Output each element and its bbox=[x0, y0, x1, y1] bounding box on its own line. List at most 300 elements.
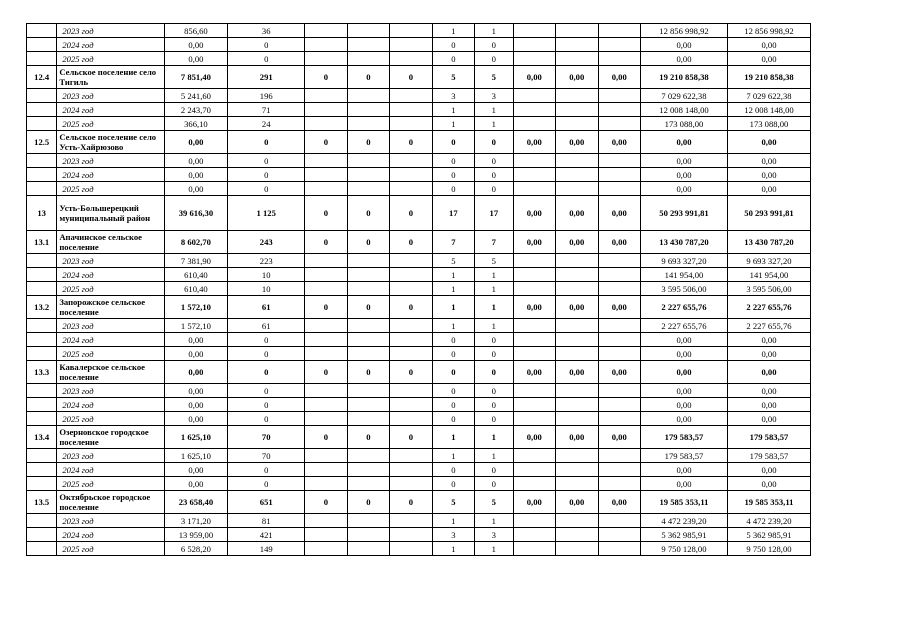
total-value: 9 750 128,00 bbox=[640, 542, 727, 556]
row-code bbox=[27, 89, 57, 103]
total-value-2: 0,00 bbox=[727, 38, 810, 52]
row-code bbox=[27, 514, 57, 528]
count-value: 1 125 bbox=[228, 196, 305, 231]
col-6: 0 bbox=[432, 182, 474, 196]
total-value: 0,00 bbox=[640, 398, 727, 412]
total-value-2: 13 430 787,20 bbox=[727, 231, 810, 254]
col-7: 0 bbox=[475, 154, 513, 168]
col-6: 1 bbox=[432, 542, 474, 556]
col-8 bbox=[513, 52, 555, 66]
area-value: 0,00 bbox=[164, 182, 228, 196]
col-4 bbox=[347, 319, 389, 333]
total-value: 13 430 787,20 bbox=[640, 231, 727, 254]
total-value-2: 2 227 655,76 bbox=[727, 319, 810, 333]
col-7: 0 bbox=[475, 463, 513, 477]
col-9: 0,00 bbox=[556, 491, 598, 514]
col-5 bbox=[390, 89, 432, 103]
col-10 bbox=[598, 514, 640, 528]
col-10 bbox=[598, 154, 640, 168]
total-value-2: 9 750 128,00 bbox=[727, 542, 810, 556]
row-name: Усть-Большерецкий муниципальный район bbox=[57, 196, 164, 231]
row-name: 2023 год bbox=[57, 254, 164, 268]
count-value: 0 bbox=[228, 477, 305, 491]
row-name: 2023 год bbox=[57, 319, 164, 333]
col-3: 0 bbox=[305, 196, 347, 231]
area-value: 0,00 bbox=[164, 398, 228, 412]
col-8 bbox=[513, 398, 555, 412]
area-value: 610,40 bbox=[164, 282, 228, 296]
col-8 bbox=[513, 477, 555, 491]
col-3 bbox=[305, 254, 347, 268]
col-10 bbox=[598, 168, 640, 182]
col-4: 0 bbox=[347, 491, 389, 514]
count-value: 10 bbox=[228, 268, 305, 282]
data-table bbox=[26, 23, 811, 556]
count-value: 10 bbox=[228, 282, 305, 296]
total-value-2: 4 472 239,20 bbox=[727, 514, 810, 528]
col-5: 0 bbox=[390, 491, 432, 514]
col-8 bbox=[513, 412, 555, 426]
col-9 bbox=[556, 52, 598, 66]
col-9 bbox=[556, 282, 598, 296]
count-value: 0 bbox=[228, 131, 305, 154]
col-8 bbox=[513, 103, 555, 117]
col-3 bbox=[305, 168, 347, 182]
col-4: 0 bbox=[347, 361, 389, 384]
col-6: 0 bbox=[432, 154, 474, 168]
count-value: 0 bbox=[228, 38, 305, 52]
row-name: 2025 год bbox=[57, 542, 164, 556]
area-value: 0,00 bbox=[164, 154, 228, 168]
area-value: 0,00 bbox=[164, 347, 228, 361]
col-3 bbox=[305, 514, 347, 528]
col-3 bbox=[305, 182, 347, 196]
col-4 bbox=[347, 268, 389, 282]
total-value: 2 227 655,76 bbox=[640, 296, 727, 319]
row-name: 2023 год bbox=[57, 89, 164, 103]
area-value: 1 625,10 bbox=[164, 449, 228, 463]
col-5: 0 bbox=[390, 196, 432, 231]
total-value-2: 9 693 327,20 bbox=[727, 254, 810, 268]
col-7: 7 bbox=[475, 231, 513, 254]
count-value: 0 bbox=[228, 412, 305, 426]
col-6: 1 bbox=[432, 282, 474, 296]
col-5 bbox=[390, 412, 432, 426]
row-name: 2024 год bbox=[57, 103, 164, 117]
area-value: 0,00 bbox=[164, 477, 228, 491]
col-4: 0 bbox=[347, 296, 389, 319]
col-9 bbox=[556, 514, 598, 528]
year-row bbox=[27, 333, 811, 347]
year-row bbox=[27, 24, 811, 38]
row-name: Сельское поселение село Тигиль bbox=[57, 66, 164, 89]
col-10 bbox=[598, 398, 640, 412]
col-3 bbox=[305, 24, 347, 38]
col-10 bbox=[598, 333, 640, 347]
count-value: 223 bbox=[228, 254, 305, 268]
year-row bbox=[27, 282, 811, 296]
col-9 bbox=[556, 103, 598, 117]
col-7: 0 bbox=[475, 52, 513, 66]
col-9 bbox=[556, 89, 598, 103]
total-value: 173 088,00 bbox=[640, 117, 727, 131]
row-code: 13 bbox=[27, 196, 57, 231]
area-value: 8 602,70 bbox=[164, 231, 228, 254]
col-3 bbox=[305, 542, 347, 556]
row-code bbox=[27, 347, 57, 361]
col-3: 0 bbox=[305, 361, 347, 384]
row-code: 12.4 bbox=[27, 66, 57, 89]
row-name: Сельское поселение село Усть-Хайрюзово bbox=[57, 131, 164, 154]
row-name: Октябрьское городское поселение bbox=[57, 491, 164, 514]
col-4 bbox=[347, 347, 389, 361]
count-value: 0 bbox=[228, 361, 305, 384]
total-value: 0,00 bbox=[640, 384, 727, 398]
total-value-2: 2 227 655,76 bbox=[727, 296, 810, 319]
area-value: 7 851,40 bbox=[164, 66, 228, 89]
row-name: 2025 год bbox=[57, 412, 164, 426]
row-code bbox=[27, 384, 57, 398]
col-8: 0,00 bbox=[513, 196, 555, 231]
col-7: 0 bbox=[475, 131, 513, 154]
total-value: 9 693 327,20 bbox=[640, 254, 727, 268]
col-10 bbox=[598, 268, 640, 282]
col-6: 0 bbox=[432, 361, 474, 384]
col-6: 1 bbox=[432, 296, 474, 319]
col-4 bbox=[347, 449, 389, 463]
year-row bbox=[27, 254, 811, 268]
total-value-2: 19 585 353,11 bbox=[727, 491, 810, 514]
col-9 bbox=[556, 117, 598, 131]
year-row bbox=[27, 182, 811, 196]
section-row bbox=[27, 131, 811, 154]
year-row bbox=[27, 347, 811, 361]
total-value: 0,00 bbox=[640, 154, 727, 168]
total-value-2: 0,00 bbox=[727, 347, 810, 361]
count-value: 70 bbox=[228, 426, 305, 449]
col-3 bbox=[305, 268, 347, 282]
col-3 bbox=[305, 103, 347, 117]
area-value: 366,10 bbox=[164, 117, 228, 131]
total-value-2: 0,00 bbox=[727, 361, 810, 384]
total-value: 5 362 985,91 bbox=[640, 528, 727, 542]
row-code: 13.4 bbox=[27, 426, 57, 449]
col-5 bbox=[390, 268, 432, 282]
count-value: 0 bbox=[228, 384, 305, 398]
col-5 bbox=[390, 449, 432, 463]
col-4: 0 bbox=[347, 66, 389, 89]
row-code bbox=[27, 154, 57, 168]
year-row bbox=[27, 268, 811, 282]
count-value: 24 bbox=[228, 117, 305, 131]
section-row bbox=[27, 426, 811, 449]
col-10 bbox=[598, 449, 640, 463]
col-9 bbox=[556, 268, 598, 282]
col-9 bbox=[556, 182, 598, 196]
col-9 bbox=[556, 412, 598, 426]
col-8: 0,00 bbox=[513, 231, 555, 254]
row-code bbox=[27, 254, 57, 268]
col-6: 0 bbox=[432, 131, 474, 154]
col-8 bbox=[513, 168, 555, 182]
count-value: 61 bbox=[228, 296, 305, 319]
col-5 bbox=[390, 528, 432, 542]
col-3: 0 bbox=[305, 491, 347, 514]
col-3 bbox=[305, 384, 347, 398]
col-7: 0 bbox=[475, 412, 513, 426]
count-value: 0 bbox=[228, 168, 305, 182]
col-10 bbox=[598, 24, 640, 38]
col-9: 0,00 bbox=[556, 296, 598, 319]
total-value: 2 227 655,76 bbox=[640, 319, 727, 333]
col-7: 0 bbox=[475, 361, 513, 384]
area-value: 1 625,10 bbox=[164, 426, 228, 449]
total-value-2: 19 210 858,38 bbox=[727, 66, 810, 89]
row-code bbox=[27, 542, 57, 556]
count-value: 0 bbox=[228, 347, 305, 361]
col-9: 0,00 bbox=[556, 426, 598, 449]
total-value-2: 0,00 bbox=[727, 333, 810, 347]
col-8 bbox=[513, 24, 555, 38]
col-4 bbox=[347, 24, 389, 38]
col-10 bbox=[598, 38, 640, 52]
col-7: 1 bbox=[475, 542, 513, 556]
col-3 bbox=[305, 117, 347, 131]
row-code bbox=[27, 463, 57, 477]
section-row bbox=[27, 196, 811, 231]
col-10 bbox=[598, 103, 640, 117]
col-8: 0,00 bbox=[513, 131, 555, 154]
row-code bbox=[27, 412, 57, 426]
col-7: 5 bbox=[475, 491, 513, 514]
col-7: 5 bbox=[475, 254, 513, 268]
total-value: 141 954,00 bbox=[640, 268, 727, 282]
count-value: 0 bbox=[228, 182, 305, 196]
col-5: 0 bbox=[390, 296, 432, 319]
col-10 bbox=[598, 463, 640, 477]
year-row bbox=[27, 319, 811, 333]
row-name: 2023 год bbox=[57, 154, 164, 168]
col-10 bbox=[598, 89, 640, 103]
row-name: 2025 год bbox=[57, 347, 164, 361]
area-value: 610,40 bbox=[164, 268, 228, 282]
col-7: 0 bbox=[475, 384, 513, 398]
total-value-2: 3 595 506,00 bbox=[727, 282, 810, 296]
area-value: 856,60 bbox=[164, 24, 228, 38]
total-value: 12 008 148,00 bbox=[640, 103, 727, 117]
col-10: 0,00 bbox=[598, 361, 640, 384]
col-6: 5 bbox=[432, 254, 474, 268]
total-value-2: 173 088,00 bbox=[727, 117, 810, 131]
col-8 bbox=[513, 528, 555, 542]
col-4: 0 bbox=[347, 196, 389, 231]
col-6: 1 bbox=[432, 514, 474, 528]
col-8 bbox=[513, 463, 555, 477]
col-8 bbox=[513, 117, 555, 131]
col-7: 1 bbox=[475, 514, 513, 528]
col-7: 1 bbox=[475, 117, 513, 131]
col-10: 0,00 bbox=[598, 196, 640, 231]
col-3 bbox=[305, 333, 347, 347]
col-3 bbox=[305, 154, 347, 168]
total-value-2: 12 008 148,00 bbox=[727, 103, 810, 117]
col-4 bbox=[347, 168, 389, 182]
col-6: 0 bbox=[432, 168, 474, 182]
year-row bbox=[27, 52, 811, 66]
area-value: 0,00 bbox=[164, 412, 228, 426]
total-value-2: 0,00 bbox=[727, 52, 810, 66]
col-8 bbox=[513, 182, 555, 196]
col-4 bbox=[347, 542, 389, 556]
area-value: 0,00 bbox=[164, 38, 228, 52]
row-code bbox=[27, 282, 57, 296]
section-row bbox=[27, 296, 811, 319]
row-code: 13.3 bbox=[27, 361, 57, 384]
col-6: 5 bbox=[432, 491, 474, 514]
col-3: 0 bbox=[305, 66, 347, 89]
col-10 bbox=[598, 384, 640, 398]
col-4 bbox=[347, 528, 389, 542]
col-3 bbox=[305, 52, 347, 66]
count-value: 0 bbox=[228, 463, 305, 477]
row-name: Озерновское городское поселение bbox=[57, 426, 164, 449]
total-value: 0,00 bbox=[640, 463, 727, 477]
year-row bbox=[27, 412, 811, 426]
col-6: 1 bbox=[432, 426, 474, 449]
total-value: 0,00 bbox=[640, 182, 727, 196]
area-value: 2 243,70 bbox=[164, 103, 228, 117]
col-6: 1 bbox=[432, 268, 474, 282]
col-6: 0 bbox=[432, 384, 474, 398]
col-4: 0 bbox=[347, 131, 389, 154]
row-name: Апачинское сельское поселение bbox=[57, 231, 164, 254]
row-name: 2023 год bbox=[57, 384, 164, 398]
section-row bbox=[27, 491, 811, 514]
col-5 bbox=[390, 384, 432, 398]
col-10 bbox=[598, 319, 640, 333]
count-value: 61 bbox=[228, 319, 305, 333]
row-code bbox=[27, 319, 57, 333]
col-4 bbox=[347, 182, 389, 196]
col-5 bbox=[390, 103, 432, 117]
col-3: 0 bbox=[305, 296, 347, 319]
row-name: 2024 год bbox=[57, 268, 164, 282]
col-9 bbox=[556, 254, 598, 268]
col-5 bbox=[390, 154, 432, 168]
section-row bbox=[27, 231, 811, 254]
area-value: 0,00 bbox=[164, 52, 228, 66]
col-9 bbox=[556, 319, 598, 333]
col-8 bbox=[513, 449, 555, 463]
year-row bbox=[27, 168, 811, 182]
col-9 bbox=[556, 24, 598, 38]
row-code bbox=[27, 528, 57, 542]
count-value: 196 bbox=[228, 89, 305, 103]
row-code bbox=[27, 38, 57, 52]
col-5 bbox=[390, 52, 432, 66]
total-value: 0,00 bbox=[640, 333, 727, 347]
count-value: 81 bbox=[228, 514, 305, 528]
col-6: 0 bbox=[432, 52, 474, 66]
col-4 bbox=[347, 514, 389, 528]
year-row bbox=[27, 103, 811, 117]
total-value: 0,00 bbox=[640, 412, 727, 426]
col-7: 0 bbox=[475, 168, 513, 182]
year-row bbox=[27, 154, 811, 168]
row-name: 2024 год bbox=[57, 333, 164, 347]
col-7: 1 bbox=[475, 426, 513, 449]
col-9 bbox=[556, 333, 598, 347]
count-value: 291 bbox=[228, 66, 305, 89]
col-10: 0,00 bbox=[598, 296, 640, 319]
area-value: 0,00 bbox=[164, 384, 228, 398]
row-code bbox=[27, 168, 57, 182]
col-4 bbox=[347, 333, 389, 347]
col-4 bbox=[347, 477, 389, 491]
row-code bbox=[27, 449, 57, 463]
total-value: 179 583,57 bbox=[640, 449, 727, 463]
row-name: 2023 год bbox=[57, 514, 164, 528]
col-5 bbox=[390, 168, 432, 182]
col-6: 5 bbox=[432, 66, 474, 89]
row-code bbox=[27, 24, 57, 38]
row-name: 2024 год bbox=[57, 398, 164, 412]
col-3 bbox=[305, 319, 347, 333]
col-5: 0 bbox=[390, 66, 432, 89]
col-9 bbox=[556, 168, 598, 182]
col-5 bbox=[390, 282, 432, 296]
col-9 bbox=[556, 347, 598, 361]
col-10: 0,00 bbox=[598, 66, 640, 89]
col-7: 1 bbox=[475, 268, 513, 282]
col-6: 17 bbox=[432, 196, 474, 231]
total-value: 0,00 bbox=[640, 52, 727, 66]
col-6: 3 bbox=[432, 89, 474, 103]
total-value: 3 595 506,00 bbox=[640, 282, 727, 296]
table-body bbox=[27, 24, 811, 556]
col-5 bbox=[390, 477, 432, 491]
col-7: 17 bbox=[475, 196, 513, 231]
col-5 bbox=[390, 514, 432, 528]
col-9: 0,00 bbox=[556, 231, 598, 254]
row-name: 2024 год bbox=[57, 528, 164, 542]
col-10 bbox=[598, 254, 640, 268]
col-9: 0,00 bbox=[556, 361, 598, 384]
year-row bbox=[27, 38, 811, 52]
total-value: 0,00 bbox=[640, 168, 727, 182]
total-value-2: 0,00 bbox=[727, 398, 810, 412]
col-10: 0,00 bbox=[598, 131, 640, 154]
col-7: 1 bbox=[475, 282, 513, 296]
col-6: 0 bbox=[432, 347, 474, 361]
col-5 bbox=[390, 117, 432, 131]
col-5: 0 bbox=[390, 131, 432, 154]
total-value: 50 293 991,81 bbox=[640, 196, 727, 231]
row-name: 2025 год bbox=[57, 117, 164, 131]
col-6: 0 bbox=[432, 412, 474, 426]
count-value: 651 bbox=[228, 491, 305, 514]
col-8 bbox=[513, 89, 555, 103]
col-9 bbox=[556, 477, 598, 491]
col-8: 0,00 bbox=[513, 66, 555, 89]
row-code bbox=[27, 477, 57, 491]
col-5 bbox=[390, 254, 432, 268]
row-code bbox=[27, 333, 57, 347]
col-5: 0 bbox=[390, 361, 432, 384]
total-value-2: 179 583,57 bbox=[727, 449, 810, 463]
area-value: 1 572,10 bbox=[164, 319, 228, 333]
count-value: 0 bbox=[228, 333, 305, 347]
